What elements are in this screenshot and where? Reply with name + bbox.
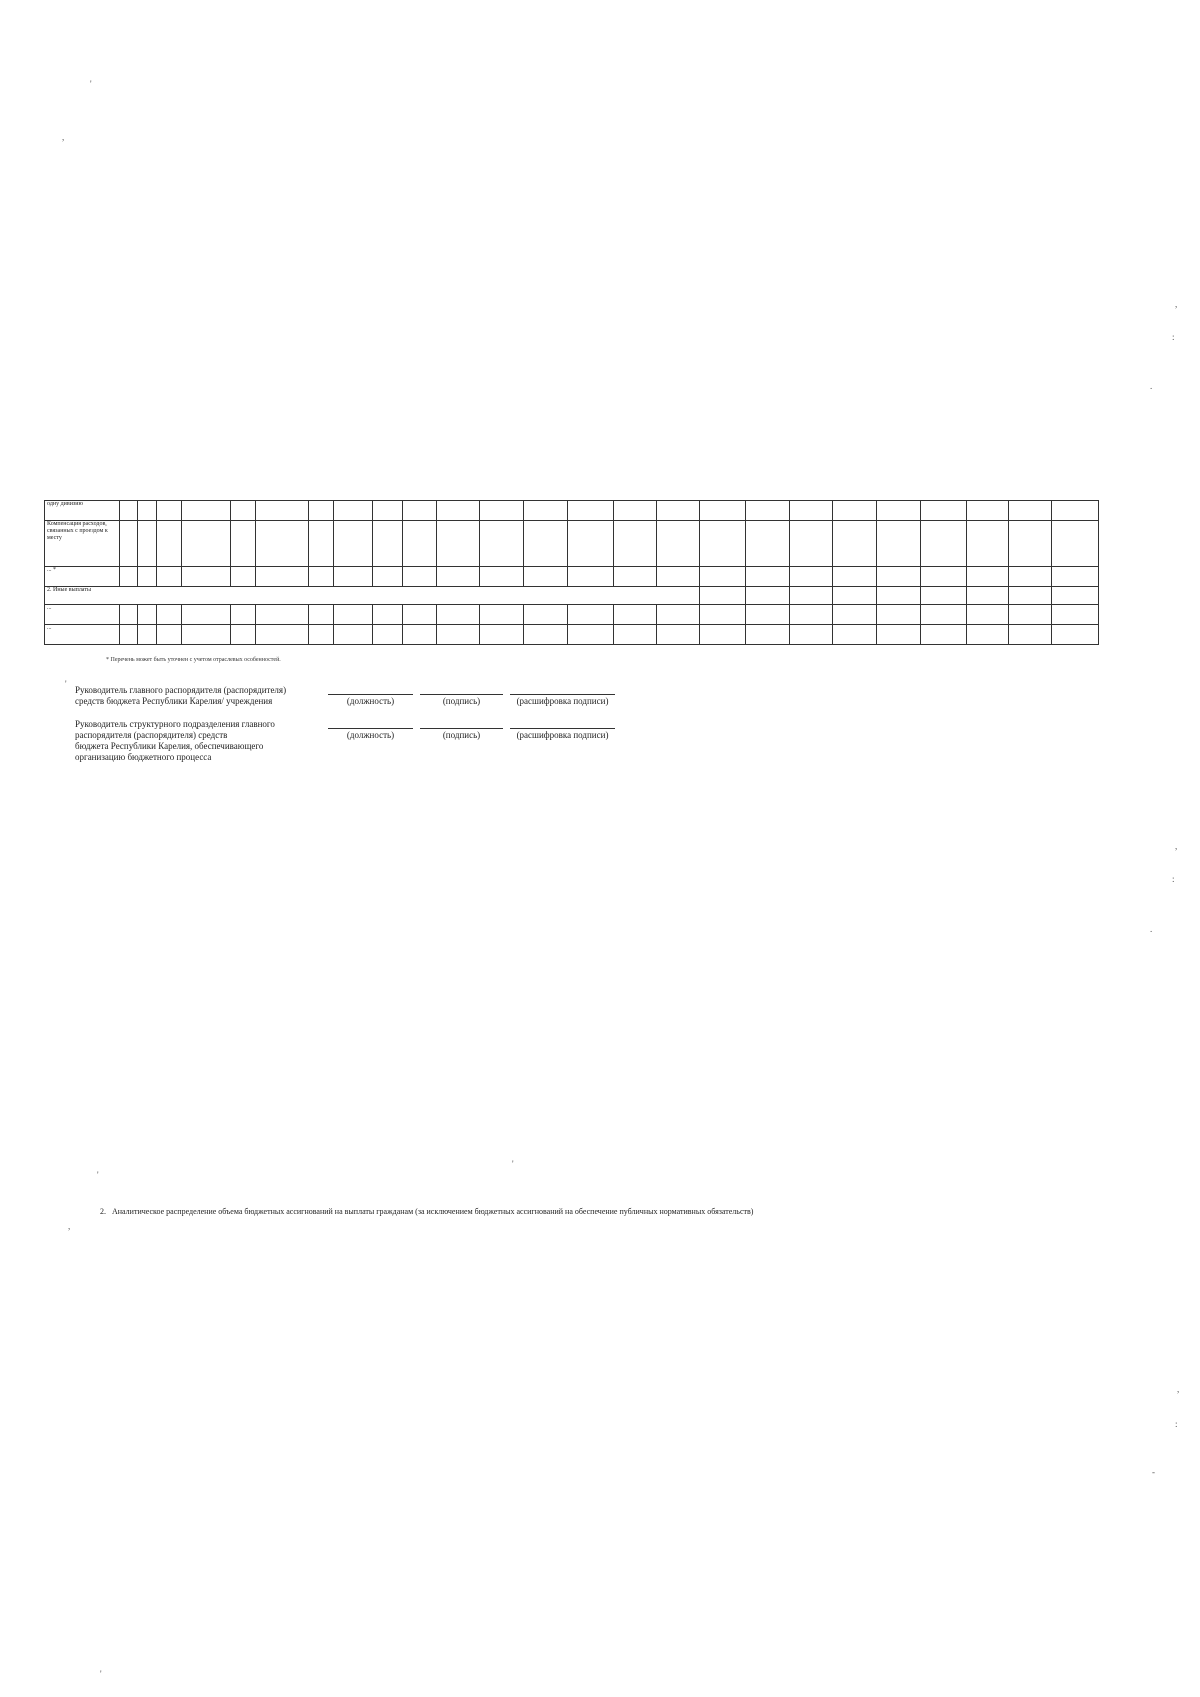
row-label: ... (45, 625, 120, 645)
signature-line (420, 728, 503, 729)
row-label: ... * (45, 567, 120, 587)
section-number: 2. (100, 1207, 106, 1216)
row-label: ... (45, 605, 120, 625)
scan-speck: , (1177, 1384, 1180, 1394)
scan-speck: ' (90, 79, 92, 89)
table-row (45, 587, 1099, 605)
scan-speck: , (1175, 841, 1178, 851)
position-label: (должность) (346, 696, 395, 706)
position-line (328, 694, 413, 695)
budget-table (44, 500, 1099, 645)
signature-title-head: Руководитель главного распорядителя (распорядителя) средств бюджета Республики Карелия/ учреждения (75, 685, 287, 706)
scan-speck: ' (512, 1159, 514, 1169)
scan-speck: , (68, 1221, 71, 1231)
row-label: 2. Иные выплаты (45, 587, 700, 605)
table-row (45, 605, 1099, 625)
signature-title-structural: Руководитель структурного подразделения главного распорядителя (распорядителя) средств бюджета Республики Карелия, обеспечивающего организацию бюджетного процесса (75, 719, 275, 762)
scan-speck: . (1150, 924, 1153, 934)
decoding-line (510, 694, 615, 695)
row-label: Компенсация расходов, связанных с проездом к месту (45, 521, 120, 567)
scan-speck: ' (100, 1669, 102, 1679)
scan-speck: ' (65, 679, 67, 689)
table-footnote: * Перечень может быть уточнен с учетом отраслевых особенностей. (106, 657, 281, 663)
signature-line (420, 694, 503, 695)
position-line (328, 728, 413, 729)
scan-speck: , (62, 132, 65, 142)
scan-speck: . (1150, 381, 1153, 391)
scan-speck: : (1172, 332, 1175, 342)
scan-speck: , (1175, 299, 1178, 309)
table-row (45, 501, 1099, 521)
section-2-heading (100, 1207, 753, 1216)
decoding-line (510, 728, 615, 729)
scan-speck: : (1172, 874, 1175, 884)
table-row (45, 521, 1099, 567)
row-label: одну дивизию (45, 501, 120, 521)
decoding-label: (расшифровка подписи) (516, 730, 609, 740)
scan-speck: : (1175, 1419, 1178, 1429)
section-text: Аналитическое распределение объема бюджетных ассигнований на выплаты гражданам (за исключением бюджетных ассигнований на обеспечение публичных нормативных обязательств) (112, 1207, 754, 1216)
position-label: (должность) (346, 730, 395, 740)
scan-speck: ' (97, 1170, 99, 1180)
table-row (45, 567, 1099, 587)
signature-label: (подпись) (442, 696, 481, 706)
table-row (45, 625, 1099, 645)
decoding-label: (расшифровка подписи) (516, 696, 609, 706)
scan-speck: - (1152, 1467, 1155, 1477)
signature-label: (подпись) (442, 730, 481, 740)
